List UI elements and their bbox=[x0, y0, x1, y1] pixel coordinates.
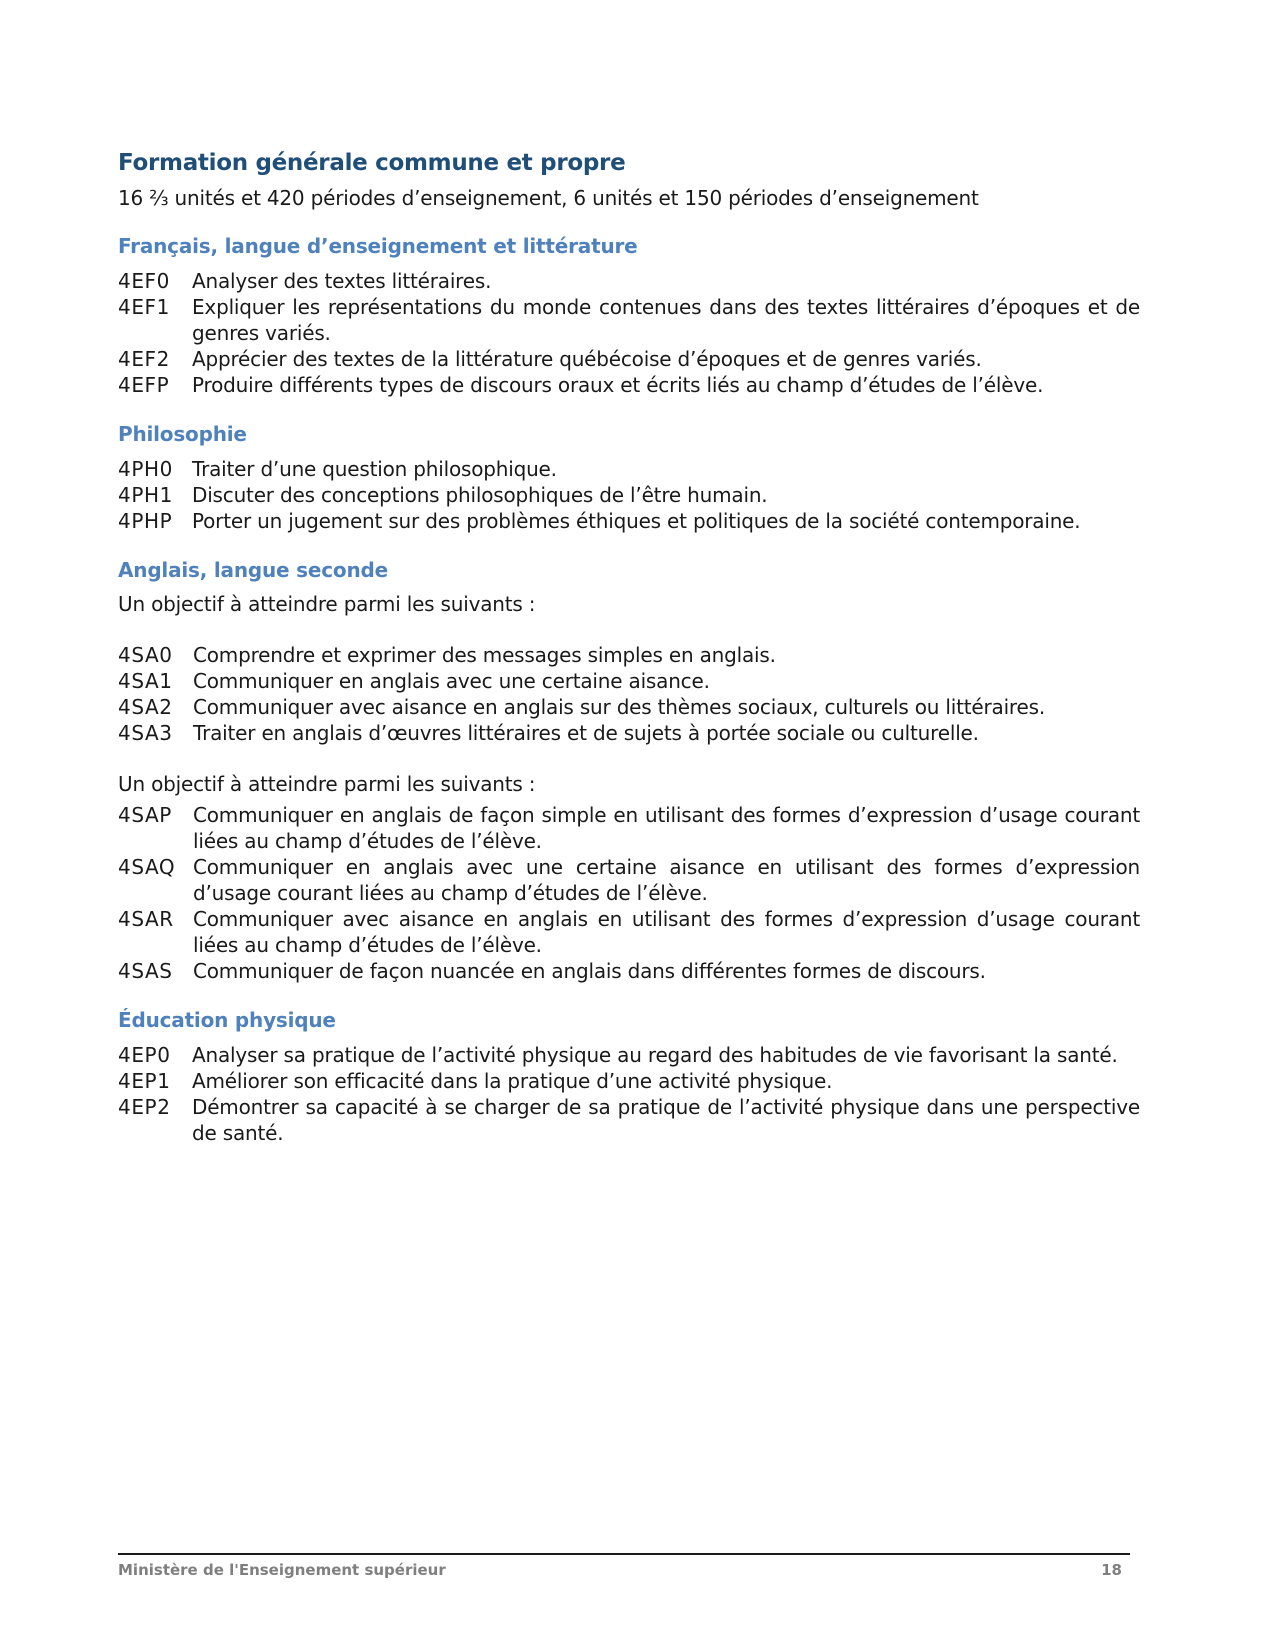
objective-code: 4EF0 bbox=[118, 269, 170, 293]
objective-code: 4SA0 bbox=[118, 643, 173, 667]
objective-list-education-physique bbox=[118, 1042, 1140, 1146]
page-subtitle: 16 ⅔ unités et 420 périodes d’enseignement, 6 unités et 150 périodes d’enseignement bbox=[118, 186, 979, 210]
section-heading-philosophie: Philosophie bbox=[118, 422, 247, 446]
objective-row bbox=[118, 958, 1140, 984]
section-heading-anglais: Anglais, langue seconde bbox=[118, 558, 388, 582]
objective-code: 4PH0 bbox=[118, 457, 173, 481]
objective-text: Comprendre et exprimer des messages simples en anglais. bbox=[193, 643, 776, 667]
objective-code: 4SA2 bbox=[118, 695, 173, 719]
objective-text: Démontrer sa capacité à se charger de sa pratique de l’activité physique dans une perspective de santé. bbox=[192, 1095, 1140, 1145]
section-anglais bbox=[118, 558, 1140, 984]
objective-row bbox=[118, 1094, 1140, 1146]
objective-list-anglais-2 bbox=[118, 802, 1140, 984]
objective-text: Communiquer en anglais avec une certaine aisance. bbox=[193, 669, 710, 693]
objective-row bbox=[118, 482, 1140, 508]
objective-code: 4EF2 bbox=[118, 347, 170, 371]
objective-code: 4SAS bbox=[118, 959, 173, 983]
objective-text: Analyser sa pratique de l’activité physique au regard des habitudes de vie favorisant la santé. bbox=[192, 1043, 1118, 1067]
objective-text: Discuter des conceptions philosophiques de l’être humain. bbox=[192, 483, 768, 507]
objective-code: 4SAQ bbox=[118, 855, 176, 879]
objective-row bbox=[118, 802, 1140, 854]
objective-text: Améliorer son efficacité dans la pratique d’une activité physique. bbox=[192, 1069, 833, 1093]
objective-row bbox=[118, 854, 1140, 906]
page-footer bbox=[118, 1553, 1130, 1579]
footer-publisher: Ministère de l'Enseignement supérieur bbox=[118, 1561, 446, 1579]
objective-text: Produire différents types de discours oraux et écrits liés au champ d’études de l’élève. bbox=[192, 373, 1044, 397]
objective-text: Traiter d’une question philosophique. bbox=[192, 457, 557, 481]
objective-code: 4PH1 bbox=[118, 483, 173, 507]
objective-row bbox=[118, 372, 1140, 398]
objective-row bbox=[118, 346, 1140, 372]
objective-row bbox=[118, 668, 1140, 694]
objective-row bbox=[118, 456, 1140, 482]
objective-code: 4SA1 bbox=[118, 669, 173, 693]
objective-code: 4SA3 bbox=[118, 721, 173, 745]
objective-row bbox=[118, 906, 1140, 958]
choice-intro: Un objectif à atteindre parmi les suivants : bbox=[118, 772, 536, 796]
objective-text: Porter un jugement sur des problèmes éthiques et politiques de la société contemporaine. bbox=[192, 509, 1081, 533]
document-page bbox=[118, 150, 1140, 1170]
page-title: Formation générale commune et propre bbox=[118, 150, 626, 176]
objective-row bbox=[118, 508, 1140, 534]
objective-code: 4EF1 bbox=[118, 295, 170, 319]
objective-code: 4EP0 bbox=[118, 1043, 171, 1067]
objective-text: Communiquer en anglais de façon simple en utilisant des formes d’expression d’usage courant liées au champ d’études de l’élève. bbox=[193, 803, 1140, 853]
section-heading-francais: Français, langue d’enseignement et littérature bbox=[118, 234, 638, 258]
objective-row bbox=[118, 268, 1140, 294]
objective-row bbox=[118, 1068, 1140, 1094]
objective-code: 4SAP bbox=[118, 803, 172, 827]
objective-row bbox=[118, 294, 1140, 346]
objective-list-philosophie bbox=[118, 456, 1140, 534]
objective-row bbox=[118, 720, 1140, 746]
objective-text: Traiter en anglais d’œuvres littéraires et de sujets à portée sociale ou culturelle. bbox=[193, 721, 979, 745]
objective-text: Communiquer avec aisance en anglais en utilisant des formes d’expression d’usage courant liées au champ d’études de l’élève. bbox=[193, 907, 1140, 957]
objective-code: 4EFP bbox=[118, 373, 170, 397]
objective-list-anglais-1 bbox=[118, 642, 1140, 746]
objective-text: Communiquer en anglais avec une certaine aisance en utilisant des formes d’expression d’usage courant liées au champ d’études de l’élève. bbox=[193, 855, 1140, 905]
objective-code: 4SAR bbox=[118, 907, 174, 931]
choice-intro: Un objectif à atteindre parmi les suivants : bbox=[118, 592, 536, 616]
objective-code: 4EP2 bbox=[118, 1095, 171, 1119]
objective-text: Communiquer de façon nuancée en anglais dans différentes formes de discours. bbox=[193, 959, 986, 983]
objective-row bbox=[118, 1042, 1140, 1068]
objective-row bbox=[118, 694, 1140, 720]
objective-text: Expliquer les représentations du monde contenues dans des textes littéraires d’époques et de genres variés. bbox=[192, 295, 1140, 345]
objective-text: Communiquer avec aisance en anglais sur des thèmes sociaux, culturels ou littéraires. bbox=[193, 695, 1045, 719]
objective-code: 4PHP bbox=[118, 509, 173, 533]
section-francais bbox=[118, 234, 1140, 398]
section-heading-education-physique: Éducation physique bbox=[118, 1008, 336, 1032]
objective-row bbox=[118, 642, 1140, 668]
objective-text: Apprécier des textes de la littérature québécoise d’époques et de genres variés. bbox=[192, 347, 982, 371]
objective-text: Analyser des textes littéraires. bbox=[192, 269, 492, 293]
page-number: 18 bbox=[1101, 1561, 1122, 1579]
objective-code: 4EP1 bbox=[118, 1069, 171, 1093]
objective-list-francais bbox=[118, 268, 1140, 398]
section-philosophie bbox=[118, 422, 1140, 534]
section-education-physique bbox=[118, 1008, 1140, 1146]
